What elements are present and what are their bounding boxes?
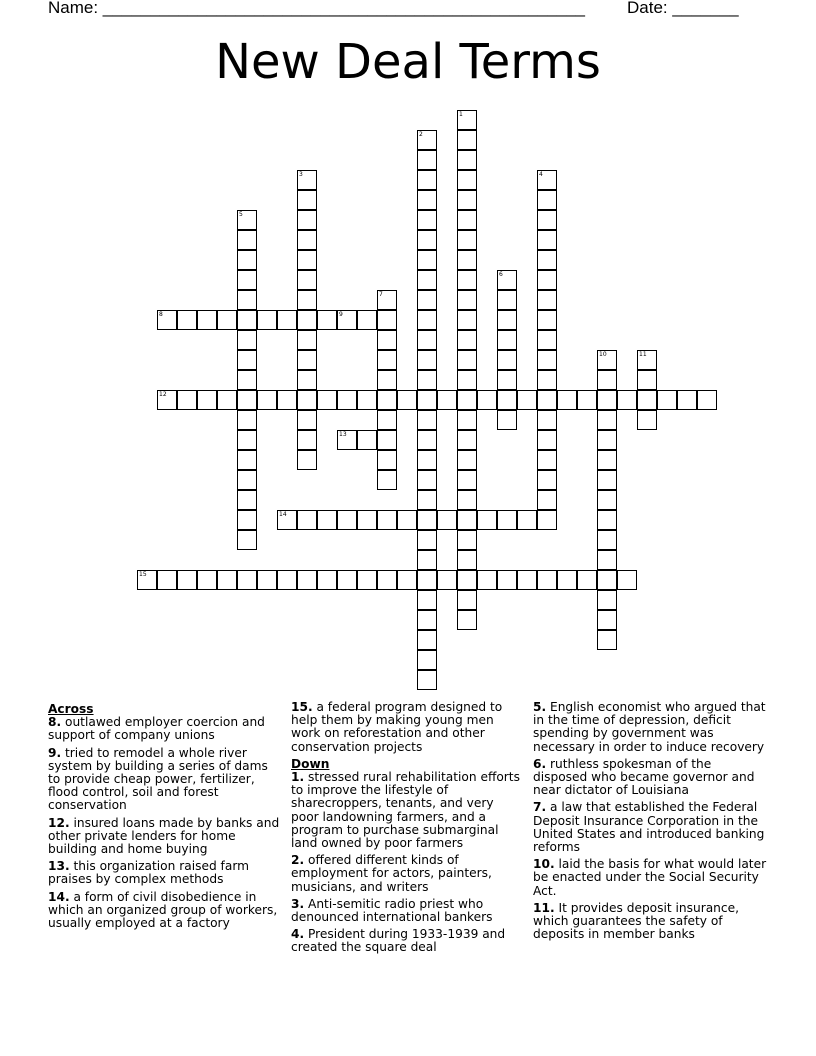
grid-cell[interactable] (597, 510, 617, 530)
grid-cell[interactable] (217, 310, 237, 330)
grid-cell[interactable] (537, 250, 557, 270)
grid-cell[interactable] (577, 390, 597, 410)
clue-number: 8. (48, 715, 62, 730)
grid-cell[interactable] (237, 290, 257, 310)
clue-text: stressed rural rehabilitation efforts to improve the lifestyle of sharecroppers, tenants, and very poor landowning farmers, and a program to purchase submarginal land owned by poor farmers (291, 770, 520, 851)
grid-cell[interactable] (517, 510, 537, 530)
grid-cell[interactable] (417, 490, 437, 510)
grid-cell[interactable] (497, 390, 517, 410)
grid-cell[interactable] (377, 350, 397, 370)
grid-cell[interactable] (457, 170, 477, 190)
grid-cell[interactable] (277, 310, 297, 330)
grid-cell[interactable] (277, 510, 297, 530)
grid-cell[interactable] (637, 350, 657, 370)
down-heading: Down (291, 756, 330, 771)
grid-cell[interactable] (237, 430, 257, 450)
grid-cell[interactable] (497, 370, 517, 390)
grid-cell[interactable] (237, 570, 257, 590)
grid-cell[interactable] (477, 570, 497, 590)
grid-cell[interactable] (417, 630, 437, 650)
grid-cell[interactable] (277, 570, 297, 590)
grid-cell[interactable] (437, 390, 457, 410)
grid-cell[interactable] (417, 330, 437, 350)
date-field-label: Date: _______ (627, 0, 739, 17)
grid-cell[interactable] (457, 250, 477, 270)
grid-cell[interactable] (397, 390, 417, 410)
grid-cell[interactable] (157, 570, 177, 590)
grid-cell[interactable] (337, 510, 357, 530)
grid-cell[interactable] (437, 510, 457, 530)
cell-number: 10 (599, 351, 607, 358)
grid-cell[interactable] (417, 570, 437, 590)
clue-down-6 (533, 758, 769, 798)
grid-cell[interactable] (537, 370, 557, 390)
grid-cell[interactable] (557, 390, 577, 410)
grid-cell[interactable] (377, 330, 397, 350)
clue-across-12 (48, 817, 280, 857)
grid-cell[interactable] (497, 330, 517, 350)
clue-across-13 (48, 860, 280, 886)
grid-cell[interactable] (597, 490, 617, 510)
grid-cell[interactable] (457, 390, 477, 410)
grid-cell[interactable] (397, 570, 417, 590)
grid-cell[interactable] (417, 190, 437, 210)
grid-cell[interactable] (457, 370, 477, 390)
cell-number: 11 (639, 351, 647, 358)
grid-cell[interactable] (417, 390, 437, 410)
clue-number: 15. (291, 700, 313, 714)
clue-text: English economist who argued that in the time of depression, deficit spending by government was necessary in order to induce recovery (533, 700, 766, 754)
grid-cell[interactable] (417, 670, 437, 690)
grid-cell[interactable] (697, 390, 717, 410)
grid-cell[interactable] (317, 570, 337, 590)
grid-cell[interactable] (197, 310, 217, 330)
grid-cell[interactable] (497, 310, 517, 330)
grid-cell[interactable] (617, 390, 637, 410)
grid-cell[interactable] (417, 270, 437, 290)
grid-cell[interactable] (417, 510, 437, 530)
grid-cell[interactable] (417, 370, 437, 390)
grid-cell[interactable] (597, 370, 617, 390)
grid-cell[interactable] (237, 530, 257, 550)
clue-across-9 (48, 747, 280, 813)
grid-cell[interactable] (457, 530, 477, 550)
grid-cell[interactable] (497, 510, 517, 530)
name-field-label: Name: ___________________________________________________ (48, 0, 585, 17)
cell-number: 9 (339, 311, 343, 318)
grid-cell[interactable] (497, 290, 517, 310)
clue-number: 4. (291, 927, 305, 942)
cell-number: 8 (159, 311, 163, 318)
clue-down-11 (533, 902, 769, 942)
grid-cell[interactable] (457, 210, 477, 230)
clue-text: a form of civil disobedience in which an organized group of workers, usually employed at a factory (48, 889, 278, 931)
grid-cell[interactable] (417, 590, 437, 610)
page-title: New Deal Terms (215, 34, 601, 90)
grid-cell[interactable] (177, 390, 197, 410)
grid-cell[interactable] (237, 390, 257, 410)
clues-column-1 (48, 701, 280, 934)
grid-cell[interactable] (497, 570, 517, 590)
grid-cell[interactable] (417, 170, 437, 190)
clue-number: 6. (533, 756, 547, 771)
grid-cell[interactable] (417, 450, 437, 470)
grid-cell[interactable] (257, 570, 277, 590)
grid-cell[interactable] (417, 350, 437, 370)
grid-cell[interactable] (237, 270, 257, 290)
grid-cell[interactable] (537, 470, 557, 490)
grid-cell[interactable] (397, 510, 417, 530)
clue-text: a federal program designed to help them by making young men work on reforestation and other conservation projects (291, 700, 503, 754)
clue-number: 11. (533, 900, 555, 915)
grid-cell[interactable] (237, 510, 257, 530)
grid-cell[interactable] (337, 430, 357, 450)
grid-cell[interactable] (237, 410, 257, 430)
grid-cell[interactable] (297, 430, 317, 450)
grid-cell[interactable] (417, 470, 437, 490)
cell-number: 6 (499, 271, 503, 278)
grid-cell[interactable] (557, 570, 577, 590)
grid-cell[interactable] (237, 450, 257, 470)
grid-cell[interactable] (377, 450, 397, 470)
grid-cell[interactable] (597, 350, 617, 370)
cell-number: 3 (299, 171, 303, 178)
grid-cell[interactable] (477, 390, 497, 410)
grid-cell[interactable] (637, 410, 657, 430)
grid-cell[interactable] (377, 370, 397, 390)
clue-number: 3. (291, 896, 305, 911)
grid-cell[interactable] (417, 650, 437, 670)
grid-cell[interactable] (237, 490, 257, 510)
grid-cell[interactable] (497, 270, 517, 290)
clue-text: insured loans made by banks and other private lenders for home building and home buying (48, 815, 280, 857)
grid-cell[interactable] (237, 370, 257, 390)
grid-cell[interactable] (537, 430, 557, 450)
grid-cell[interactable] (537, 490, 557, 510)
grid-cell[interactable] (317, 390, 337, 410)
clue-number: 5. (533, 700, 547, 714)
grid-cell[interactable] (237, 330, 257, 350)
grid-cell[interactable] (417, 150, 437, 170)
grid-cell[interactable] (297, 310, 317, 330)
grid-cell[interactable] (297, 330, 317, 350)
grid-cell[interactable] (457, 310, 477, 330)
grid-cell[interactable] (457, 190, 477, 210)
grid-cell[interactable] (457, 470, 477, 490)
grid-cell[interactable] (237, 350, 257, 370)
grid-cell[interactable] (597, 430, 617, 450)
grid-cell[interactable] (457, 450, 477, 470)
clue-down-1 (291, 771, 525, 850)
grid-cell[interactable] (297, 210, 317, 230)
grid-cell[interactable] (297, 450, 317, 470)
grid-cell[interactable] (297, 350, 317, 370)
grid-cell[interactable] (417, 550, 437, 570)
grid-cell[interactable] (417, 210, 437, 230)
grid-cell[interactable] (317, 510, 337, 530)
clues-column-2 (291, 701, 525, 959)
grid-cell[interactable] (237, 310, 257, 330)
grid-cell[interactable] (517, 390, 537, 410)
grid-cell[interactable] (377, 390, 397, 410)
grid-cell[interactable] (657, 390, 677, 410)
grid-cell[interactable] (537, 570, 557, 590)
grid-cell[interactable] (637, 370, 657, 390)
clue-number: 2. (291, 853, 305, 868)
grid-cell[interactable] (297, 170, 317, 190)
grid-cell[interactable] (417, 250, 437, 270)
grid-cell[interactable] (597, 630, 617, 650)
clue-number: 12. (48, 815, 70, 830)
grid-cell[interactable] (417, 310, 437, 330)
grid-cell[interactable] (577, 570, 597, 590)
grid-cell[interactable] (457, 230, 477, 250)
clue-number: 9. (48, 745, 62, 760)
grid-cell[interactable] (537, 510, 557, 530)
grid-cell[interactable] (417, 430, 437, 450)
grid-cell[interactable] (497, 350, 517, 370)
grid-cell[interactable] (537, 450, 557, 470)
grid-cell[interactable] (177, 310, 197, 330)
grid-cell[interactable] (377, 310, 397, 330)
grid-cell[interactable] (517, 570, 537, 590)
grid-cell[interactable] (197, 390, 217, 410)
clue-down-3 (291, 898, 525, 924)
grid-cell[interactable] (597, 590, 617, 610)
cell-number: 12 (159, 391, 167, 398)
grid-cell[interactable] (357, 430, 377, 450)
grid-cell[interactable] (457, 590, 477, 610)
clue-text: a law that established the Federal Deposit Insurance Corporation in the United States and introduced banking reforms (533, 800, 765, 855)
grid-cell[interactable] (297, 290, 317, 310)
grid-cell[interactable] (497, 410, 517, 430)
grid-cell[interactable] (217, 570, 237, 590)
grid-cell[interactable] (417, 610, 437, 630)
grid-cell[interactable] (457, 110, 477, 130)
grid-cell[interactable] (417, 290, 437, 310)
clue-number: 10. (533, 857, 555, 872)
grid-cell[interactable] (417, 130, 437, 150)
grid-cell[interactable] (217, 390, 237, 410)
grid-cell[interactable] (317, 310, 337, 330)
grid-cell[interactable] (637, 390, 657, 410)
grid-cell[interactable] (457, 410, 477, 430)
grid-cell[interactable] (297, 190, 317, 210)
grid-cell[interactable] (357, 390, 377, 410)
grid-cell[interactable] (457, 430, 477, 450)
grid-cell[interactable] (257, 310, 277, 330)
grid-cell[interactable] (457, 490, 477, 510)
across-heading: Across (48, 702, 94, 716)
grid-cell[interactable] (137, 570, 157, 590)
grid-cell[interactable] (597, 390, 617, 410)
grid-cell[interactable] (377, 510, 397, 530)
grid-cell[interactable] (417, 530, 437, 550)
grid-cell[interactable] (277, 390, 297, 410)
grid-cell[interactable] (457, 550, 477, 570)
grid-cell[interactable] (257, 390, 277, 410)
grid-cell[interactable] (457, 330, 477, 350)
grid-cell[interactable] (597, 450, 617, 470)
grid-cell[interactable] (337, 570, 357, 590)
grid-cell[interactable] (537, 350, 557, 370)
grid-cell[interactable] (297, 230, 317, 250)
grid-cell[interactable] (297, 370, 317, 390)
grid-cell[interactable] (457, 610, 477, 630)
grid-cell[interactable] (237, 230, 257, 250)
grid-cell[interactable] (377, 570, 397, 590)
cell-number: 15 (139, 571, 147, 578)
clue-text: laid the basis for what would later be enacted under the Social Security Act. (533, 857, 767, 898)
grid-cell[interactable] (377, 410, 397, 430)
grid-cell[interactable] (537, 190, 557, 210)
grid-cell[interactable] (457, 350, 477, 370)
cell-number: 2 (419, 131, 423, 138)
grid-cell[interactable] (357, 570, 377, 590)
grid-cell[interactable] (417, 230, 437, 250)
grid-cell[interactable] (337, 310, 357, 330)
grid-cell[interactable] (597, 610, 617, 630)
clue-down-10 (533, 858, 769, 898)
grid-cell[interactable] (357, 310, 377, 330)
clue-text: It provides deposit insurance, which guarantees the safety of deposits in member banks (533, 900, 739, 942)
grid-cell[interactable] (297, 250, 317, 270)
grid-cell[interactable] (457, 150, 477, 170)
grid-cell[interactable] (177, 570, 197, 590)
grid-cell[interactable] (477, 510, 497, 530)
grid-cell[interactable] (297, 270, 317, 290)
cell-number: 7 (379, 291, 383, 298)
grid-cell[interactable] (537, 210, 557, 230)
cell-number: 14 (279, 511, 287, 518)
clue-down-4 (291, 928, 525, 954)
grid-cell[interactable] (537, 330, 557, 350)
grid-cell[interactable] (157, 390, 177, 410)
grid-cell[interactable] (457, 290, 477, 310)
grid-cell[interactable] (537, 410, 557, 430)
clue-text: offered different kinds of employment for actors, painters, musicians, and writers (291, 853, 492, 894)
cell-number: 5 (239, 211, 243, 218)
grid-cell[interactable] (357, 510, 377, 530)
grid-cell[interactable] (297, 570, 317, 590)
grid-cell[interactable] (297, 410, 317, 430)
grid-cell[interactable] (237, 470, 257, 490)
grid-cell[interactable] (377, 470, 397, 490)
grid-cell[interactable] (337, 390, 357, 410)
grid-cell[interactable] (597, 470, 617, 490)
clue-text: Anti-semitic radio priest who denounced international bankers (291, 896, 493, 925)
grid-cell[interactable] (537, 230, 557, 250)
clue-text: outlawed employer coercion and support of company unions (48, 715, 265, 743)
clue-across-8 (48, 716, 280, 742)
cell-number: 1 (459, 111, 463, 118)
grid-cell[interactable] (457, 270, 477, 290)
grid-cell[interactable] (197, 570, 217, 590)
clue-text: ruthless spokesman of the disposed who became governor and near dictator of Louisiana (533, 756, 755, 798)
cell-number: 13 (339, 431, 347, 438)
grid-cell[interactable] (617, 570, 637, 590)
clues-column-3 (533, 701, 769, 945)
grid-cell[interactable] (377, 430, 397, 450)
grid-cell[interactable] (297, 510, 317, 530)
grid-cell[interactable] (677, 390, 697, 410)
clue-text: President during 1933-1939 and created the square deal (291, 927, 506, 955)
grid-cell[interactable] (457, 130, 477, 150)
clue-down-2 (291, 854, 525, 894)
grid-cell[interactable] (597, 570, 617, 590)
grid-cell[interactable] (457, 570, 477, 590)
clue-down-7 (533, 801, 769, 854)
clue-number: 1. (291, 770, 305, 785)
grid-cell[interactable] (597, 550, 617, 570)
clue-number: 14. (48, 889, 70, 904)
grid-cell[interactable] (237, 250, 257, 270)
grid-cell[interactable] (157, 310, 177, 330)
clue-across-14 (48, 891, 280, 931)
grid-cell[interactable] (437, 570, 457, 590)
grid-cell[interactable] (537, 170, 557, 190)
clue-down-5 (533, 701, 769, 754)
grid-cell[interactable] (377, 290, 397, 310)
grid-cell[interactable] (597, 530, 617, 550)
clue-text: tried to remodel a whole river system by building a series of dams to provide cheap power, fertilizer, flood control, soil and forest conservation (48, 745, 268, 813)
grid-cell[interactable] (537, 390, 557, 410)
grid-cell[interactable] (237, 210, 257, 230)
grid-cell[interactable] (297, 390, 317, 410)
cell-number: 4 (539, 171, 543, 178)
grid-cell[interactable] (537, 270, 557, 290)
clue-text: this organization raised farm praises by complex methods (48, 859, 249, 887)
clue-number: 13. (48, 859, 70, 874)
clue-number: 7. (533, 800, 547, 815)
grid-cell[interactable] (537, 290, 557, 310)
grid-cell[interactable] (597, 410, 617, 430)
grid-cell[interactable] (457, 510, 477, 530)
clue-across-15 (291, 701, 525, 754)
grid-cell[interactable] (417, 410, 437, 430)
grid-cell[interactable] (537, 310, 557, 330)
